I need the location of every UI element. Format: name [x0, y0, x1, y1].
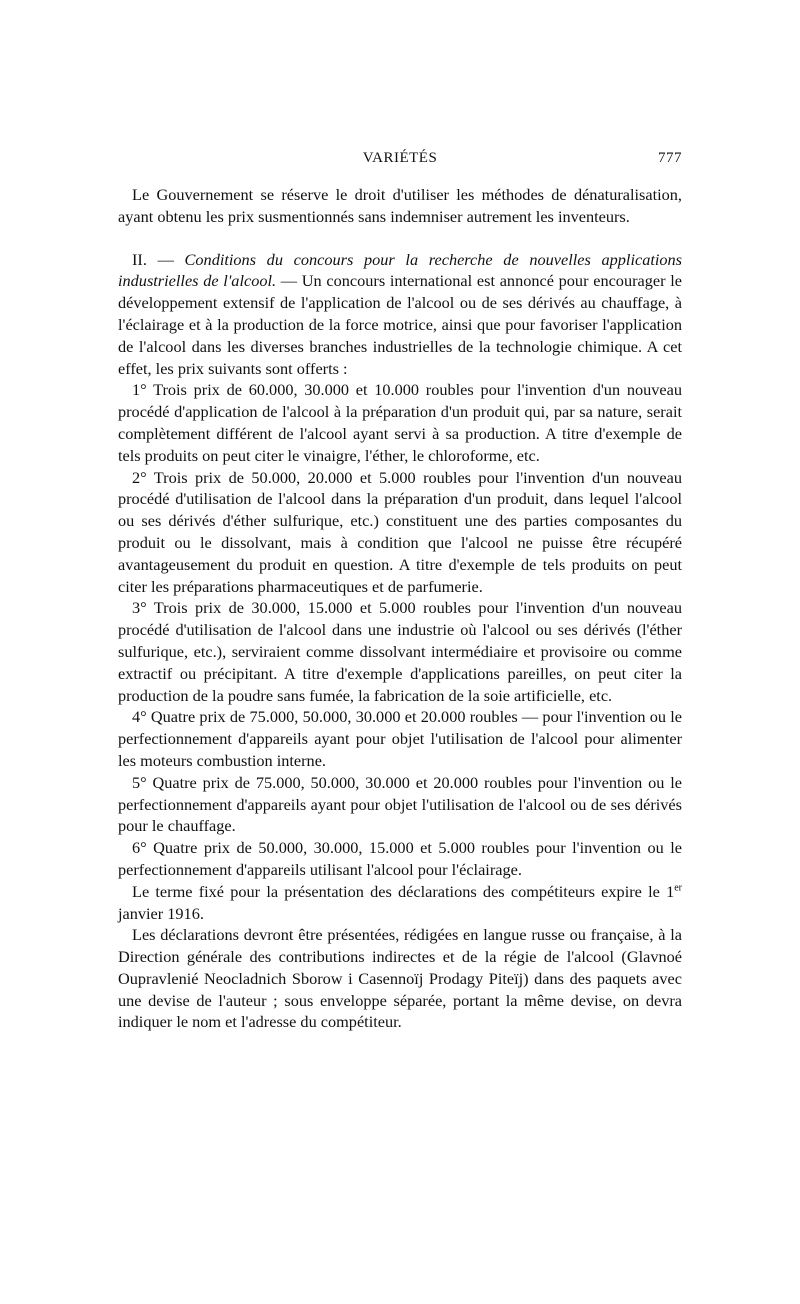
- running-head: [118, 150, 682, 176]
- running-title: VARIÉTÉS: [362, 150, 438, 166]
- paragraph-deadline: [118, 881, 682, 925]
- prize-item-3: 3° Trois prix de 30.000, 15.000 et 5.000 roubles pour l'invention d'un nouveau procédé d'utilisation de l'alcool dans une industrie où l'alcool ou ses dérivés (l'éther sulfurique, etc.), serviraient comme dissolvant intermédiaire et provisoire ou comme extractif ou précipitant. A titre d'exemple d'applications pareilles, on peut citer la production de la poudre sans fumée, la fabrication de la soie artificielle, etc.: [118, 598, 682, 705]
- section-intro: — Un concours international est annoncé pour encourager le développement extensif de l'application de l'alcool ou de ses dérivés au chauffage, à l'éclairage et à la production de la force motrice, ainsi que pour favoriser l'application de l'alcool dans les diverses branches industrielles de la technologie chimique. A cet effet, les prix suivants sont offerts :: [118, 271, 682, 378]
- ordinal-superscript: er: [674, 882, 682, 894]
- deadline-text: Le terme fixé pour la présentation des déclarations des compétiteurs expire le 1: [132, 881, 675, 901]
- section-heading: Conditions du concours pour la recherche de nouvelles applications industrielles de l'alcool.: [118, 249, 682, 291]
- section-number: II. —: [132, 249, 185, 269]
- prize-item-5: 5° Quatre prix de 75.000, 50.000, 30.000 et 20.000 roubles pour l'invention ou le perfectionnement d'appareils ayant pour objet l'utilisation de l'alcool ou de ses dérivés pour le chauffage.: [118, 772, 682, 836]
- prize-item-1: 1° Trois prix de 60.000, 30.000 et 10.000 roubles pour l'invention d'un nouveau procédé d'application de l'alcool à la préparation d'un produit qui, par sa nature, serait complètement différent de l'alcool ayant servi à sa production. A titre d'exemple de tels produits on peut citer le vinaigre, l'éther, le chloroforme, etc.: [118, 380, 682, 465]
- paragraph-submission: Les déclarations devront être présentées, rédigées en langue russe ou française, à la Direction générale des contributions indirectes et de la régie de l'alcool (Glavnoé Oupravlenié Neocladnich Sborow i Casennoïj Prodagy Piteïj) dans des paquets avec une devise de l'auteur ; sous enveloppe séparée, portant la même devise, on devra indiquer le nom et l'adresse du compétiteur.: [118, 925, 682, 1032]
- book-page: [118, 150, 682, 1033]
- prize-item-4: 4° Quatre prix de 75.000, 50.000, 30.000 et 20.000 roubles — pour l'invention ou le perfectionnement d'appareils ayant pour objet l'utilisation de l'alcool pour alimenter les moteurs combustion interne.: [118, 707, 682, 770]
- prize-item-2: 2° Trois prix de 50.000, 20.000 et 5.000 roubles pour l'invention d'un nouveau procédé d'utilisation de l'alcool dans la préparation d'un produit, dans lequel l'alcool ou ses dérivés d'éther sulfurique, etc.) constituent une des parties composantes du produit ou le dissolvant, mais à condition que l'alcool ne puisse être récupéré avantageusement du produit en question. A titre d'exemple de tels produits on peut citer les préparations pharmaceutiques et de parfumerie.: [118, 467, 682, 596]
- paragraph-government-reserve: Le Gouvernement se réserve le droit d'utiliser les méthodes de dénaturalisation, ayant obtenu les prix susmentionnés sans indemniser autrement les inventeurs.: [118, 185, 682, 226]
- prize-item-6: 6° Quatre prix de 50.000, 30.000, 15.000 et 5.000 roubles pour l'invention ou le perfectionnement d'appareils utilisant l'alcool pour l'éclairage.: [118, 838, 682, 879]
- deadline-date: janvier 1916.: [118, 903, 204, 923]
- page-number: 777: [658, 150, 682, 166]
- paragraph-competition-conditions: [118, 249, 682, 380]
- body-text: [118, 184, 682, 1033]
